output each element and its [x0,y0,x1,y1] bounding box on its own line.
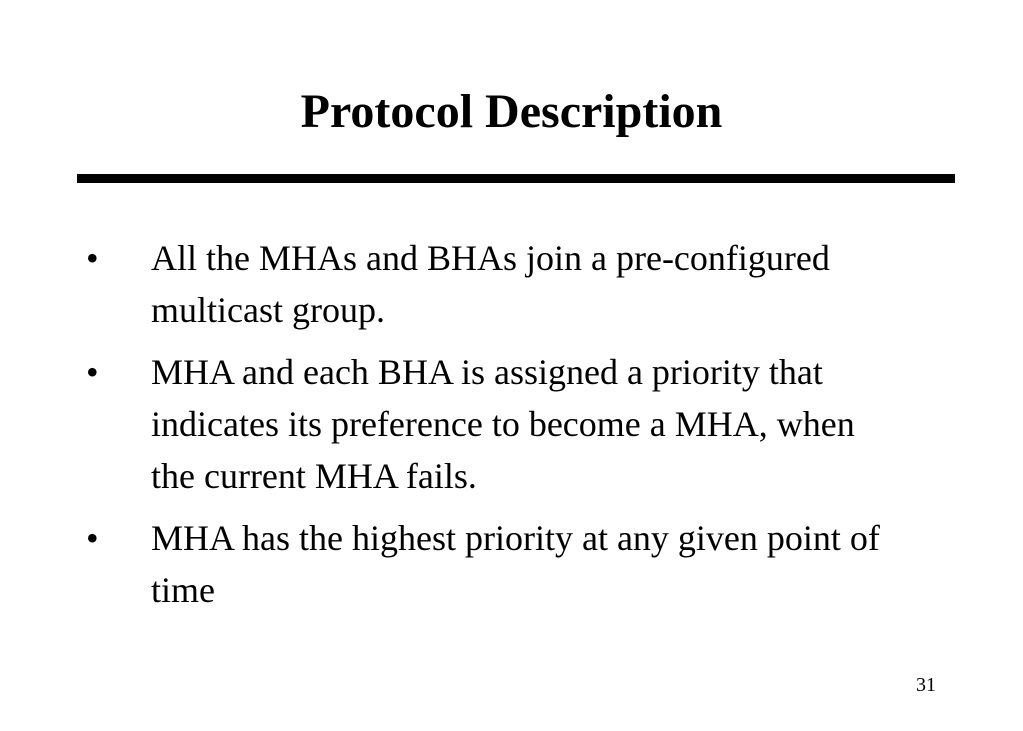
page-number: 31 [916,674,936,696]
bullet-item [0,232,891,336]
bullet-item [0,512,891,616]
bullet-text: MHA and each BHA is assigned a priority that indicates its preference to become a MHA, when the current MHA fails. [151,352,855,496]
bullet-marker: • [86,518,99,558]
bullet-item [0,346,891,502]
bullet-text: All the MHAs and BHAs join a pre-configured multicast group. [151,238,830,330]
bullet-text: MHA has the highest priority at any given point of time [151,518,880,610]
title-divider [77,174,955,183]
bullet-marker: • [86,352,99,392]
slide-title: Protocol Description [300,85,723,138]
bullet-marker: • [86,238,99,278]
bullet-list [0,232,1023,626]
